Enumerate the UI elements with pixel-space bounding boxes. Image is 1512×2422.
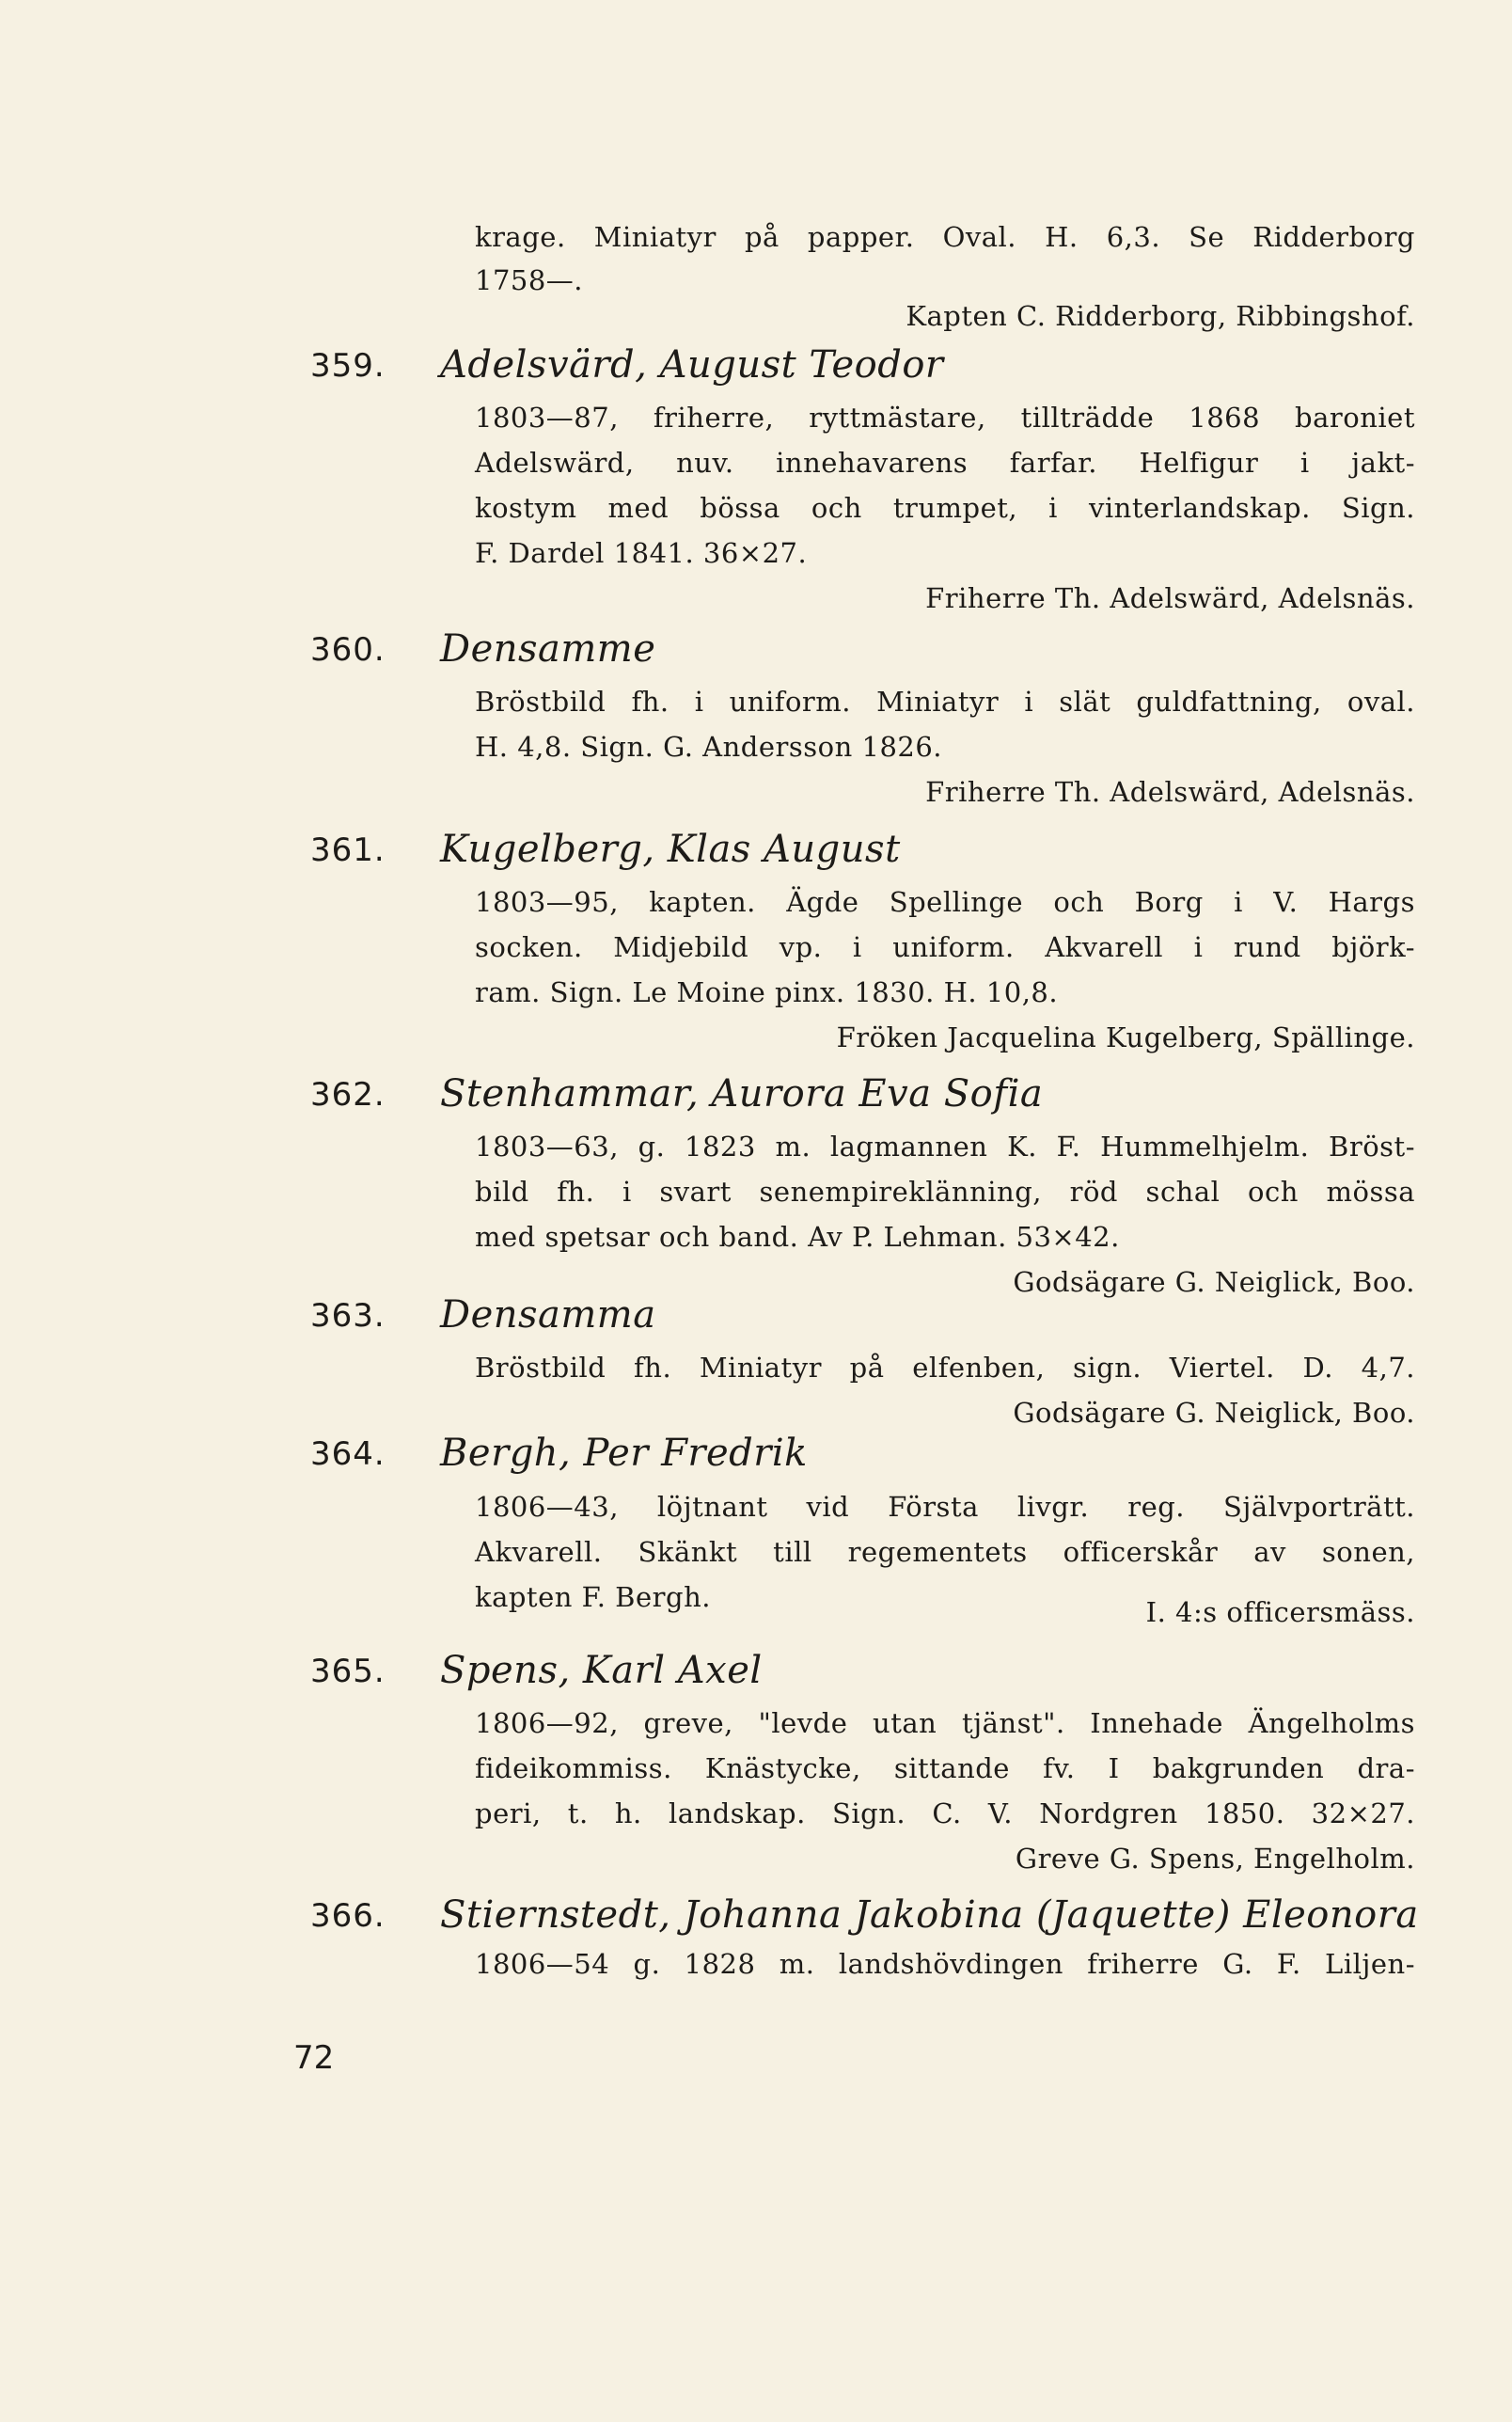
entry-line: kapten F. Bergh.	[475, 1581, 711, 1613]
entry-owner: Fröken Jacquelina Kugelberg, Spällinge.	[836, 1021, 1415, 1053]
entry-body	[475, 1124, 1415, 1305]
entry-number: 360.	[310, 631, 386, 669]
entry-body	[475, 395, 1415, 621]
entry-line: 1803—87, friherre, ryttmästare, tillträdde 1868 baroniet	[475, 402, 1415, 434]
entry-number: 364.	[310, 1435, 386, 1473]
entry-number: 366.	[310, 1897, 386, 1935]
entry-name: Spens, Karl Axel	[440, 1649, 763, 1692]
entry-owner: Godsägare G. Neiglick, Boo.	[1013, 1266, 1415, 1298]
entry-name: Adelsvärd, August Teodor	[440, 343, 944, 387]
continued-entry	[475, 214, 1415, 339]
entry-line: Bröstbild fh. i uniform. Miniatyr i slät guldfattning, oval.	[475, 686, 1415, 718]
entry-owner: Friherre Th. Adelswärd, Adelsnäs.	[925, 776, 1415, 808]
entry-line: H. 4,8. Sign. G. Andersson 1826.	[475, 731, 943, 763]
entry-body	[475, 679, 1415, 815]
page-number: 72	[293, 2039, 335, 2077]
entry-name: Densamma	[440, 1293, 656, 1337]
entry-line: med spetsar och band. Av P. Lehman. 53×42.	[475, 1221, 1120, 1253]
entry-owner: Kapten C. Ridderborg, Ribbingshof.	[906, 300, 1415, 332]
entry-line: Akvarell. Skänkt till regementets officerskår av sonen,	[475, 1536, 1415, 1568]
entry-line: F. Dardel 1841. 36×27.	[475, 537, 808, 569]
entry-line: socken. Midjebild vp. i uniform. Akvarell i rund björk-	[475, 931, 1415, 963]
entry-line: 1806—92, greve, "levde utan tjänst". Innehade Ängelholms	[475, 1707, 1415, 1739]
entry-name: Kugelberg, Klas August	[440, 828, 901, 871]
entry-line: 1806—43, löjtnant vid Första livgr. reg. Självporträtt.	[475, 1491, 1415, 1523]
entry-line: Adelswärd, nuv. innehavarens farfar. Helfigur i jakt-	[475, 447, 1415, 479]
entry-body	[475, 1345, 1415, 1435]
entry-number: 361.	[310, 831, 386, 869]
entry-line: peri, t. h. landskap. Sign. C. V. Nordgren 1850. 32×27.	[475, 1797, 1415, 1829]
entry-body	[475, 1941, 1415, 1987]
entry-line: 1803—95, kapten. Ägde Spellinge och Borg i V. Hargs	[475, 886, 1415, 918]
entry-body	[475, 1701, 1415, 1881]
entry-line: kostym med bössa och trumpet, i vinterlandskap. Sign.	[475, 492, 1415, 524]
entry-owner: I. 4:s officersmäss.	[1145, 1596, 1415, 1628]
entry-line: krage. Miniatyr på papper. Oval. H. 6,3. Se Ridderborg	[475, 221, 1415, 253]
entry-owner: Friherre Th. Adelswärd, Adelsnäs.	[925, 582, 1415, 614]
entry-line: 1758—.	[475, 264, 584, 296]
entry-name: Stiernstedt, Johanna Jakobina (Jaquette) Eleonora	[440, 1893, 1419, 1937]
entry-body	[475, 1484, 1415, 1628]
entry-name: Bergh, Per Fredrik	[440, 1432, 808, 1475]
entry-number: 362.	[310, 1076, 386, 1114]
entry-line: bild fh. i svart senempireklänning, röd schal och mössa	[475, 1176, 1415, 1208]
entry-number: 359.	[310, 347, 386, 385]
entry-owner: Greve G. Spens, Engelholm.	[1015, 1843, 1415, 1875]
entry-line: ram. Sign. Le Moine pinx. 1830. H. 10,8.	[475, 976, 1059, 1008]
entry-line: Bröstbild fh. Miniatyr på elfenben, sign. Viertel. D. 4,7.	[475, 1352, 1415, 1384]
entry-body	[475, 879, 1415, 1060]
entry-line: fideikommiss. Knästycke, sittande fv. I bakgrunden dra-	[475, 1752, 1415, 1784]
entry-name: Stenhammar, Aurora Eva Sofia	[440, 1072, 1044, 1116]
entry-line: 1803—63, g. 1823 m. lagmannen K. F. Hummelhjelm. Bröst-	[475, 1131, 1415, 1163]
entry-number: 363.	[310, 1297, 386, 1335]
entry-number: 365.	[310, 1653, 386, 1690]
entry-name: Densamme	[440, 627, 656, 671]
entry-owner: Godsägare G. Neiglick, Boo.	[1013, 1397, 1415, 1429]
entry-line: 1806—54 g. 1828 m. landshövdingen friherre G. F. Liljen-	[475, 1948, 1415, 1980]
